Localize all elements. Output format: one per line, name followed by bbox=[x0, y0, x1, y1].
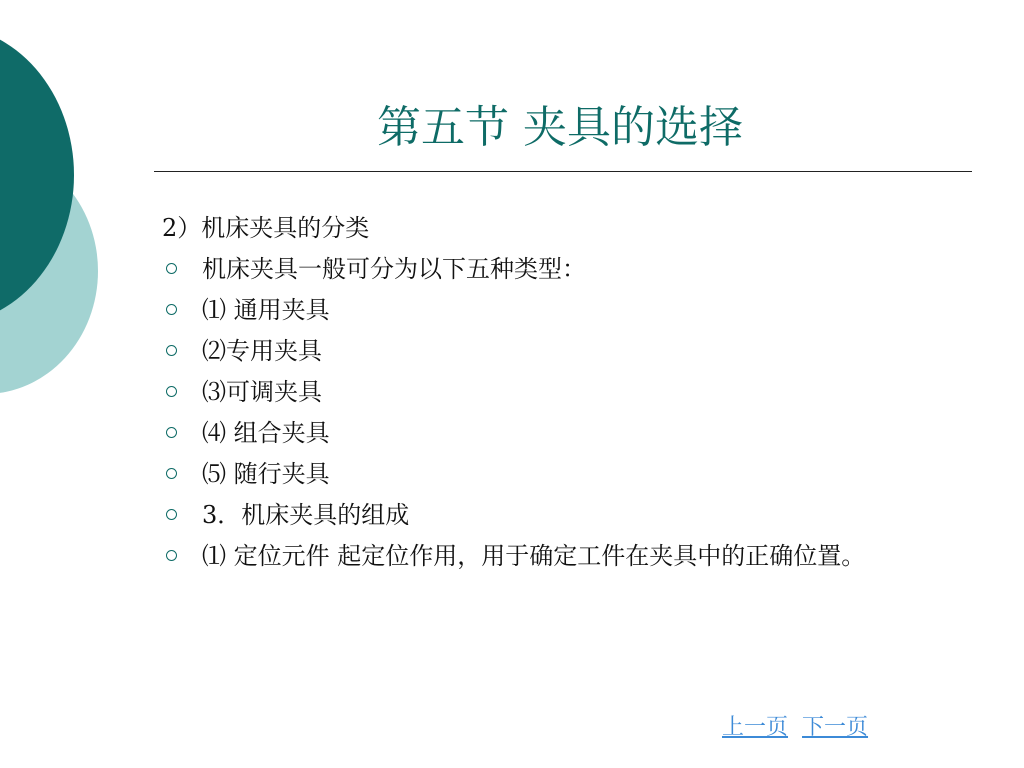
slide-title: 第五节 夹具的选择 bbox=[377, 102, 743, 153]
bullet-text: ⑶可调夹具 bbox=[202, 378, 322, 406]
bullet-text: ⑷ 组合夹具 bbox=[202, 419, 330, 447]
bullet-item bbox=[162, 331, 970, 372]
bullet-item bbox=[162, 249, 970, 290]
bullet-item bbox=[162, 372, 970, 413]
bullet-text: ⑴ 通用夹具 bbox=[202, 296, 330, 324]
next-page-link[interactable]: 下一页 bbox=[802, 715, 869, 740]
bullet-text: ⑴ 定位元件 起定位作用，用于确定工件在夹具中的正确位置。 bbox=[202, 542, 866, 570]
bullet-text: ⑸ 随行夹具 bbox=[202, 460, 330, 488]
hollow-circle-bullet-icon bbox=[162, 372, 202, 413]
bullet-item bbox=[162, 495, 970, 536]
hollow-circle-bullet-icon bbox=[162, 249, 202, 290]
hollow-circle-bullet-icon bbox=[162, 413, 202, 454]
bullet-text: 3．机床夹具的组成 bbox=[202, 501, 410, 529]
hollow-circle-bullet-icon bbox=[162, 540, 202, 572]
section-heading: 2）机床夹具的分类 bbox=[162, 214, 370, 242]
hollow-circle-bullet-icon bbox=[162, 454, 202, 495]
slide-navigation bbox=[722, 712, 868, 744]
bullet-item bbox=[162, 413, 970, 454]
prev-page-link[interactable]: 上一页 bbox=[722, 715, 789, 740]
hollow-circle-bullet-icon bbox=[162, 290, 202, 331]
bullet-text: 机床夹具一般可分为以下五种类型： bbox=[202, 255, 586, 283]
hollow-circle-bullet-icon bbox=[162, 331, 202, 372]
bullet-item bbox=[162, 454, 970, 495]
bullet-item bbox=[162, 536, 970, 581]
bullet-text: ⑵专用夹具 bbox=[202, 337, 322, 365]
title-divider bbox=[154, 171, 972, 172]
hollow-circle-bullet-icon bbox=[162, 495, 202, 536]
bullet-item bbox=[162, 290, 970, 331]
slide-content bbox=[162, 208, 970, 581]
